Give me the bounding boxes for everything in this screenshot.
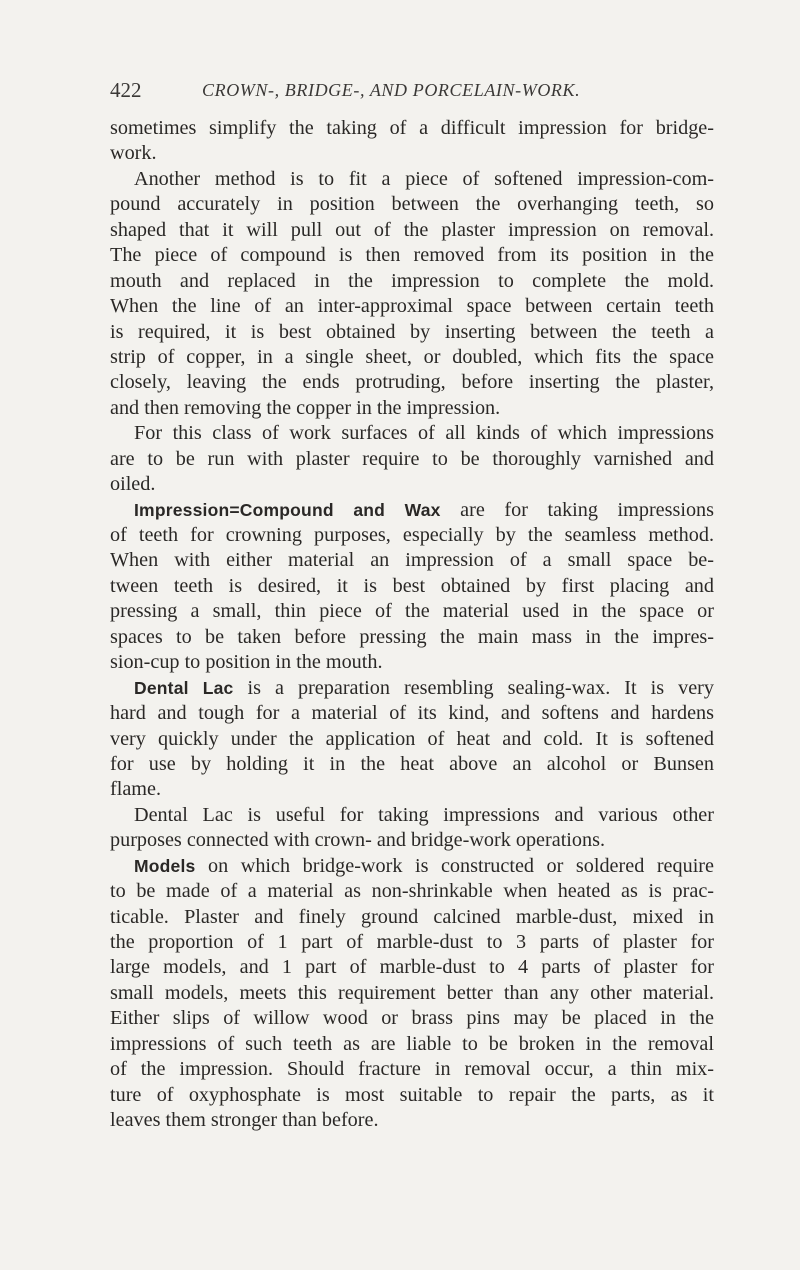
paragraph-lead-heading: Impression=Compound and Wax: [134, 499, 441, 520]
text-line: [110, 727, 714, 752]
line-text: the proportion of 1 part of marble-dust to 3 parts of plaster for: [110, 931, 714, 953]
line-text: shaped that it will pull out of the plaster impression on removal.: [110, 218, 714, 241]
text-line: [110, 930, 714, 955]
line-text: strip of copper, in a single sheet, or doubled, which fits the space: [110, 345, 714, 368]
body-text: [110, 116, 714, 1134]
line-text: impressions of such teeth as are liable to be broken in the removal: [110, 1032, 714, 1055]
text-line: [110, 752, 714, 777]
text-line: [110, 981, 714, 1006]
text-line: [110, 421, 714, 446]
line-text: purposes connected with crown- and bridge-work operations.: [110, 829, 606, 852]
text-line: [110, 1083, 714, 1108]
text-line: [110, 1032, 714, 1057]
line-text: flame.: [110, 778, 162, 801]
line-text: hard and tough for a material of its kind, and softens and hardens: [110, 702, 714, 725]
line-text: Another method is to fit a piece of softened impression-com-: [134, 167, 714, 190]
text-line: [110, 472, 714, 497]
line-text: are to be run with plaster require to be thoroughly varnished and: [110, 447, 714, 470]
line-text: pound accurately in position between the overhanging teeth, so: [110, 193, 714, 216]
text-line: [110, 167, 714, 192]
text-line: [110, 905, 714, 930]
paragraph-lead-heading: Models: [134, 855, 196, 876]
line-text: of teeth for crowning purposes, especially by the seamless method.: [110, 524, 714, 546]
text-line: [110, 320, 714, 345]
line-text: tween teeth is desired, it is best obtained by first placing and: [110, 574, 714, 597]
text-line: [110, 803, 714, 828]
text-line: [110, 218, 714, 243]
text-line: [110, 523, 714, 548]
text-line: [110, 879, 714, 904]
line-text: Dental Lac is useful for taking impressions and various other: [134, 803, 714, 826]
line-text: small models, meets this requirement better than any other material.: [110, 981, 714, 1004]
line-text: ture of oxyphosphate is most suitable to repair the parts, as it: [110, 1083, 714, 1106]
running-head-title: CROWN-, BRIDGE-, AND PORCELAIN-WORK.: [202, 80, 581, 100]
text-line: [110, 828, 714, 853]
text-line: [110, 1006, 714, 1031]
text-line: [110, 599, 714, 624]
text-line: [110, 345, 714, 370]
running-head: [110, 78, 710, 108]
line-text: for use by holding it in the heat above an alcohol or Bunsen: [110, 752, 714, 775]
line-text: ticable. Plaster and finely ground calcined marble-dust, mixed in: [110, 905, 714, 928]
text-line: [110, 676, 714, 701]
text-line: [110, 447, 714, 472]
text-line: [110, 498, 714, 523]
text-line: [110, 625, 714, 650]
line-text: spaces to be taken before pressing the main mass in the impres-: [110, 625, 714, 648]
text-line: [110, 854, 714, 879]
text-line: [110, 701, 714, 726]
page-number: 422: [110, 78, 142, 102]
text-line: [110, 955, 714, 980]
text-line: [110, 243, 714, 268]
text-line: [110, 116, 714, 141]
line-text: is required, it is best obtained by inserting between the teeth a: [110, 320, 714, 343]
paragraph-lead-heading: Dental Lac: [134, 677, 234, 698]
line-text: on which bridge-work is constructed or soldered require: [195, 854, 714, 877]
text-line: [110, 574, 714, 599]
line-text: is a preparation resembling sealing-wax. It is very: [233, 676, 715, 699]
line-text: When with either material an impression of a small space be-: [110, 549, 714, 572]
line-text: oiled.: [110, 473, 156, 496]
text-line: [110, 548, 714, 573]
line-text: and then removing the copper in the impression.: [110, 396, 501, 419]
text-line: [110, 192, 714, 217]
text-line: [110, 370, 714, 395]
line-text: closely, leaving the ends protruding, before inserting the plaster,: [110, 371, 714, 394]
line-text: Either slips of willow wood or brass pins may be placed in the: [110, 1007, 714, 1030]
line-text: mouth and replaced in the impression to complete the mold.: [110, 269, 714, 292]
line-text: are for taking impressions: [440, 498, 714, 521]
line-text: sion-cup to position in the mouth.: [110, 651, 383, 674]
line-text: sometimes simplify the taking of a difficult impression for bridge-: [110, 117, 714, 139]
text-line: [110, 269, 714, 294]
line-text: to be made of a material as non-shrinkable when heated as is prac-: [110, 880, 714, 903]
line-text: very quickly under the application of heat and cold. It is softened: [110, 727, 714, 750]
text-line: [110, 1108, 714, 1133]
line-text: The piece of compound is then removed from its position in the: [110, 244, 714, 267]
text-line: [110, 777, 714, 802]
line-text: When the line of an inter-approximal space between certain teeth: [110, 295, 714, 318]
line-text: of the impression. Should fracture in removal occur, a thin mix-: [110, 1058, 714, 1081]
text-line: [110, 141, 714, 166]
text-line: [110, 294, 714, 319]
line-text: leaves them stronger than before.: [110, 1109, 379, 1132]
line-text: large models, and 1 part of marble-dust to 4 parts of plaster for: [110, 956, 714, 979]
line-text: work.: [110, 142, 157, 165]
text-line: [110, 650, 714, 675]
text-line: [110, 1057, 714, 1082]
line-text: For this class of work surfaces of all kinds of which impressions: [134, 422, 714, 445]
line-text: pressing a small, thin piece of the material used in the space or: [110, 600, 714, 623]
text-line: [110, 396, 714, 421]
